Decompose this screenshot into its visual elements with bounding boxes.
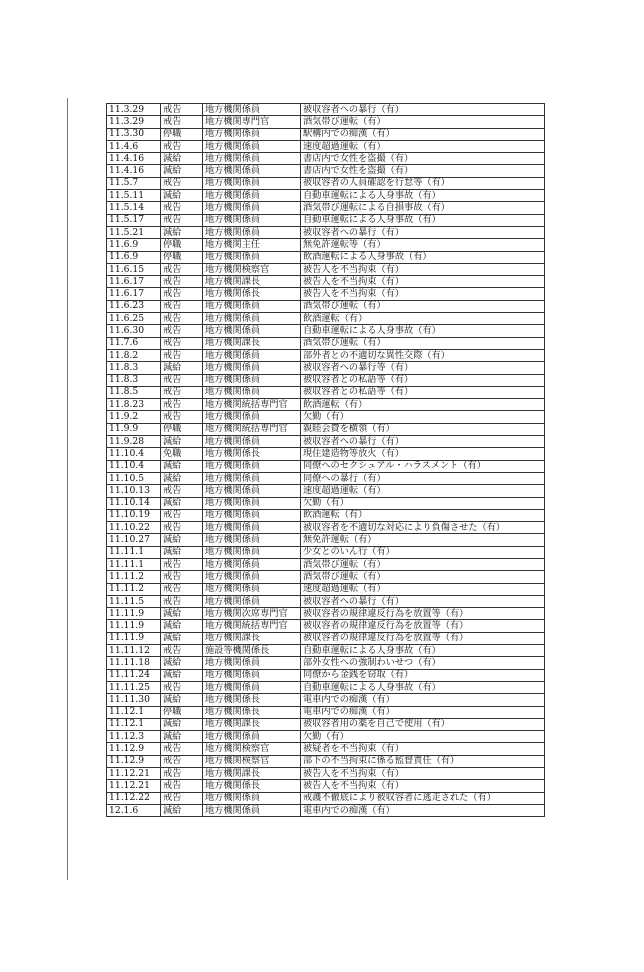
description-cell: 被収容者の規律違反行為を放置等（有） <box>301 620 545 632</box>
position-cell: 地方機関係員 <box>203 190 301 202</box>
description-cell: 被告人を不当拘束（有） <box>301 263 545 275</box>
penalty-cell: 戒告 <box>161 522 203 534</box>
description-cell: 速度超過運転（有） <box>301 583 545 595</box>
penalty-cell: 減給 <box>161 472 203 484</box>
penalty-cell: 免職 <box>161 448 203 460</box>
penalty-cell: 停職 <box>161 423 203 435</box>
description-cell: 部下の不当拘束に係る監督責任（有） <box>301 755 545 767</box>
position-cell: 地方機関係員 <box>203 214 301 226</box>
position-cell: 地方機関係員 <box>203 374 301 386</box>
table-row <box>107 472 545 484</box>
position-cell: 地方機関係員 <box>203 558 301 570</box>
table-row <box>107 718 545 730</box>
position-cell: 地方機関係員 <box>203 140 301 152</box>
description-cell: 被収容者への暴行（有） <box>301 104 545 116</box>
date-cell: 11.6.17 <box>107 288 161 300</box>
description-cell: 自動車運転による人身事故（有） <box>301 681 545 693</box>
position-cell: 地方機関係員 <box>203 165 301 177</box>
penalty-cell: 減給 <box>161 804 203 816</box>
description-cell: 被告人を不当拘束（有） <box>301 780 545 792</box>
date-cell: 11.10.27 <box>107 534 161 546</box>
position-cell: 地方機関係員 <box>203 226 301 238</box>
table-row <box>107 522 545 534</box>
description-cell: 酒気帯び運転（有） <box>301 571 545 583</box>
description-cell: 被収容者の人員確認を行怠等（有） <box>301 177 545 189</box>
date-cell: 11.5.7 <box>107 177 161 189</box>
date-cell: 11.12.1 <box>107 718 161 730</box>
position-cell: 地方機関係員 <box>203 497 301 509</box>
position-cell: 地方機関係員 <box>203 202 301 214</box>
date-cell: 11.6.9 <box>107 251 161 263</box>
table-row <box>107 226 545 238</box>
table-row <box>107 448 545 460</box>
position-cell: 地方機関係員 <box>203 571 301 583</box>
date-cell: 11.12.1 <box>107 706 161 718</box>
table-row <box>107 780 545 792</box>
position-cell: 地方機関係員 <box>203 792 301 804</box>
description-cell: 欠勤（有） <box>301 411 545 423</box>
position-cell: 地方機関係員 <box>203 485 301 497</box>
date-cell: 11.9.9 <box>107 423 161 435</box>
penalty-cell: 減給 <box>161 669 203 681</box>
table-row <box>107 595 545 607</box>
description-cell: 被収容者の規律違反行為を放置等（有） <box>301 608 545 620</box>
table-row <box>107 140 545 152</box>
table-row <box>107 386 545 398</box>
penalty-cell: 減給 <box>161 632 203 644</box>
date-cell: 11.5.11 <box>107 190 161 202</box>
penalty-cell: 戒告 <box>161 780 203 792</box>
table-row <box>107 768 545 780</box>
description-cell: 被収容者の規律違反行為を放置等（有） <box>301 632 545 644</box>
table-row <box>107 202 545 214</box>
penalty-cell: 戒告 <box>161 743 203 755</box>
table-row <box>107 792 545 804</box>
date-cell: 11.10.5 <box>107 472 161 484</box>
description-cell: 自動車運転による人身事故（有） <box>301 190 545 202</box>
penalty-cell: 戒告 <box>161 276 203 288</box>
position-cell: 地方機関係員 <box>203 509 301 521</box>
table-row <box>107 128 545 140</box>
table-row <box>107 251 545 263</box>
date-cell: 11.6.17 <box>107 276 161 288</box>
position-cell: 施設等機関係長 <box>203 645 301 657</box>
position-cell: 地方機関検察官 <box>203 263 301 275</box>
date-cell: 11.5.21 <box>107 226 161 238</box>
table-row <box>107 288 545 300</box>
position-cell: 地方機関主任 <box>203 239 301 251</box>
description-cell: 部外者との不適切な異性交際（有） <box>301 349 545 361</box>
penalty-cell: 戒告 <box>161 313 203 325</box>
date-cell: 11.11.9 <box>107 632 161 644</box>
penalty-cell: 戒告 <box>161 374 203 386</box>
table-row <box>107 153 545 165</box>
position-cell: 地方機関課長 <box>203 768 301 780</box>
date-cell: 11.11.2 <box>107 571 161 583</box>
description-cell: 被告人を不当拘束（有） <box>301 276 545 288</box>
penalty-cell: 戒告 <box>161 300 203 312</box>
penalty-cell: 戒告 <box>161 595 203 607</box>
date-cell: 11.3.29 <box>107 116 161 128</box>
table-row <box>107 190 545 202</box>
description-cell: 自動車運転による人身事故（有） <box>301 325 545 337</box>
table-row <box>107 460 545 472</box>
position-cell: 地方機関専門官 <box>203 116 301 128</box>
penalty-cell: 戒告 <box>161 349 203 361</box>
penalty-cell: 戒告 <box>161 792 203 804</box>
penalty-cell: 停職 <box>161 128 203 140</box>
date-cell: 11.6.25 <box>107 313 161 325</box>
position-cell: 地方機関係長 <box>203 694 301 706</box>
date-cell: 11.11.1 <box>107 546 161 558</box>
penalty-cell: 戒告 <box>161 755 203 767</box>
penalty-cell: 戒告 <box>161 140 203 152</box>
penalty-cell: 減給 <box>161 190 203 202</box>
description-cell: 電車内での痴漢（有） <box>301 706 545 718</box>
description-cell: 被告人を不当拘束（有） <box>301 288 545 300</box>
position-cell: 地方機関係員 <box>203 313 301 325</box>
date-cell: 11.5.17 <box>107 214 161 226</box>
table-row <box>107 313 545 325</box>
position-cell: 地方機関係員 <box>203 436 301 448</box>
position-cell: 地方機関課長 <box>203 632 301 644</box>
disciplinary-records-table <box>106 103 545 817</box>
date-cell: 11.3.30 <box>107 128 161 140</box>
description-cell: 被疑者を不当拘束（有） <box>301 743 545 755</box>
penalty-cell: 停職 <box>161 251 203 263</box>
description-cell: 被収容者を不適切な対応により負傷させた（有） <box>301 522 545 534</box>
date-cell: 11.10.14 <box>107 497 161 509</box>
position-cell: 地方機関検察官 <box>203 755 301 767</box>
table-row <box>107 681 545 693</box>
date-cell: 11.9.28 <box>107 436 161 448</box>
penalty-cell: 減給 <box>161 165 203 177</box>
table-row <box>107 104 545 116</box>
description-cell: 自動車運転による人身事故（有） <box>301 214 545 226</box>
records-table-body <box>107 104 545 817</box>
date-cell: 11.3.29 <box>107 104 161 116</box>
table-row <box>107 325 545 337</box>
table-row <box>107 657 545 669</box>
date-cell: 11.10.22 <box>107 522 161 534</box>
description-cell: 無免許運転（有） <box>301 534 545 546</box>
position-cell: 地方機関統括専門官 <box>203 620 301 632</box>
table-row <box>107 362 545 374</box>
table-row <box>107 411 545 423</box>
description-cell: 同僚へのセクシュアル・ハラスメント（有） <box>301 460 545 472</box>
description-cell: 書店内で女性を盗撮（有） <box>301 165 545 177</box>
position-cell: 地方機関係員 <box>203 349 301 361</box>
date-cell: 11.4.16 <box>107 165 161 177</box>
description-cell: 電車内での痴漢（有） <box>301 804 545 816</box>
table-row <box>107 645 545 657</box>
penalty-cell: 減給 <box>161 534 203 546</box>
description-cell: 駅構内での痴漢（有） <box>301 128 545 140</box>
description-cell: 欠勤（有） <box>301 497 545 509</box>
table-row <box>107 276 545 288</box>
date-cell: 11.10.4 <box>107 460 161 472</box>
position-cell: 地方機関係長 <box>203 780 301 792</box>
table-row <box>107 558 545 570</box>
penalty-cell: 減給 <box>161 718 203 730</box>
date-cell: 11.8.3 <box>107 362 161 374</box>
position-cell: 地方機関係員 <box>203 300 301 312</box>
penalty-cell: 戒告 <box>161 509 203 521</box>
table-row <box>107 436 545 448</box>
date-cell: 11.12.21 <box>107 768 161 780</box>
position-cell: 地方機関課長 <box>203 718 301 730</box>
description-cell: 速度超過運転（有） <box>301 140 545 152</box>
description-cell: 被収容者への暴行（有） <box>301 226 545 238</box>
table-row <box>107 755 545 767</box>
position-cell: 地方機関係員 <box>203 669 301 681</box>
position-cell: 地方機関係員 <box>203 681 301 693</box>
penalty-cell: 戒告 <box>161 263 203 275</box>
penalty-cell: 戒告 <box>161 116 203 128</box>
penalty-cell: 減給 <box>161 436 203 448</box>
description-cell: 被収容者との私語等（有） <box>301 386 545 398</box>
table-row <box>107 300 545 312</box>
description-cell: 自動車運転による人身事故（有） <box>301 645 545 657</box>
description-cell: 飲酒運転（有） <box>301 313 545 325</box>
penalty-cell: 戒告 <box>161 325 203 337</box>
description-cell: 同僚から金銭を窃取（有） <box>301 669 545 681</box>
table-row <box>107 583 545 595</box>
table-row <box>107 374 545 386</box>
position-cell: 地方機関係員 <box>203 177 301 189</box>
position-cell: 地方機関係員 <box>203 731 301 743</box>
description-cell: 無免許運転等（有） <box>301 239 545 251</box>
date-cell: 11.9.2 <box>107 411 161 423</box>
margin-rule-line <box>67 98 68 880</box>
table-row <box>107 263 545 275</box>
penalty-cell: 減給 <box>161 731 203 743</box>
penalty-cell: 戒告 <box>161 583 203 595</box>
penalty-cell: 戒告 <box>161 288 203 300</box>
date-cell: 11.11.2 <box>107 583 161 595</box>
position-cell: 地方機関係員 <box>203 546 301 558</box>
date-cell: 11.11.12 <box>107 645 161 657</box>
penalty-cell: 停職 <box>161 239 203 251</box>
date-cell: 11.12.3 <box>107 731 161 743</box>
date-cell: 11.12.22 <box>107 792 161 804</box>
description-cell: 戒護不徹底により被収容者に逃走された（有） <box>301 792 545 804</box>
penalty-cell: 戒告 <box>161 411 203 423</box>
date-cell: 11.6.23 <box>107 300 161 312</box>
date-cell: 11.4.6 <box>107 140 161 152</box>
penalty-cell: 減給 <box>161 620 203 632</box>
position-cell: 地方機関検察官 <box>203 743 301 755</box>
position-cell: 地方機関係員 <box>203 128 301 140</box>
date-cell: 11.7.6 <box>107 337 161 349</box>
date-cell: 11.10.13 <box>107 485 161 497</box>
table-row <box>107 497 545 509</box>
table-row <box>107 571 545 583</box>
table-row <box>107 706 545 718</box>
penalty-cell: 戒告 <box>161 485 203 497</box>
date-cell: 11.11.30 <box>107 694 161 706</box>
date-cell: 11.12.9 <box>107 743 161 755</box>
penalty-cell: 減給 <box>161 657 203 669</box>
position-cell: 地方機関課長 <box>203 276 301 288</box>
date-cell: 11.6.30 <box>107 325 161 337</box>
table-row <box>107 239 545 251</box>
penalty-cell: 戒告 <box>161 645 203 657</box>
penalty-cell: 戒告 <box>161 386 203 398</box>
date-cell: 11.11.24 <box>107 669 161 681</box>
position-cell: 地方機関係員 <box>203 534 301 546</box>
penalty-cell: 減給 <box>161 497 203 509</box>
description-cell: 酒気帯び運転による自損事故（有） <box>301 202 545 214</box>
description-cell: 電車内での痴漢（有） <box>301 694 545 706</box>
date-cell: 11.6.9 <box>107 239 161 251</box>
date-cell: 11.11.1 <box>107 558 161 570</box>
penalty-cell: 戒告 <box>161 399 203 411</box>
penalty-cell: 戒告 <box>161 202 203 214</box>
description-cell: 被収容者への暴行（有） <box>301 595 545 607</box>
description-cell: 酒気帯び運転（有） <box>301 337 545 349</box>
table-row <box>107 349 545 361</box>
date-cell: 11.10.19 <box>107 509 161 521</box>
position-cell: 地方機関次席専門官 <box>203 608 301 620</box>
position-cell: 地方機関係員 <box>203 804 301 816</box>
penalty-cell: 減給 <box>161 362 203 374</box>
description-cell: 被収容者用の薬を自己で使用（有） <box>301 718 545 730</box>
description-cell: 飲酒運転（有） <box>301 509 545 521</box>
position-cell: 地方機関課長 <box>203 337 301 349</box>
penalty-cell: 戒告 <box>161 104 203 116</box>
position-cell: 地方機関統括専門官 <box>203 423 301 435</box>
penalty-cell: 戒告 <box>161 177 203 189</box>
date-cell: 11.10.4 <box>107 448 161 460</box>
position-cell: 地方機関係員 <box>203 325 301 337</box>
position-cell: 地方機関係員 <box>203 411 301 423</box>
date-cell: 11.11.25 <box>107 681 161 693</box>
penalty-cell: 停職 <box>161 706 203 718</box>
date-cell: 11.11.9 <box>107 620 161 632</box>
table-row <box>107 214 545 226</box>
position-cell: 地方機関係員 <box>203 595 301 607</box>
description-cell: 欠勤（有） <box>301 731 545 743</box>
penalty-cell: 戒告 <box>161 337 203 349</box>
table-row <box>107 608 545 620</box>
penalty-cell: 減給 <box>161 546 203 558</box>
description-cell: 被収容者との私語等（有） <box>301 374 545 386</box>
date-cell: 11.5.14 <box>107 202 161 214</box>
position-cell: 地方機関係員 <box>203 522 301 534</box>
position-cell: 地方機関係員 <box>203 104 301 116</box>
table-row <box>107 731 545 743</box>
position-cell: 地方機関統括専門官 <box>203 399 301 411</box>
description-cell: 部外女性への強制わいせつ（有） <box>301 657 545 669</box>
table-row <box>107 509 545 521</box>
position-cell: 地方機関係員 <box>203 583 301 595</box>
table-row <box>107 337 545 349</box>
table-row <box>107 534 545 546</box>
penalty-cell: 戒告 <box>161 558 203 570</box>
date-cell: 11.8.5 <box>107 386 161 398</box>
penalty-cell: 減給 <box>161 694 203 706</box>
penalty-cell: 減給 <box>161 153 203 165</box>
table-row <box>107 632 545 644</box>
table-row <box>107 804 545 816</box>
position-cell: 地方機関係員 <box>203 153 301 165</box>
description-cell: 少女とのいん行（有） <box>301 546 545 558</box>
date-cell: 11.4.16 <box>107 153 161 165</box>
description-cell: 速度超過運転（有） <box>301 485 545 497</box>
penalty-cell: 戒告 <box>161 768 203 780</box>
description-cell: 酒気帯び運転（有） <box>301 300 545 312</box>
description-cell: 現住建造物等放火（有） <box>301 448 545 460</box>
description-cell: 同僚への暴行（有） <box>301 472 545 484</box>
table-row <box>107 743 545 755</box>
table-row <box>107 694 545 706</box>
penalty-cell: 減給 <box>161 608 203 620</box>
description-cell: 被収容者への暴行（有） <box>301 436 545 448</box>
date-cell: 11.8.3 <box>107 374 161 386</box>
description-cell: 酒気帯び運転（有） <box>301 558 545 570</box>
table-row <box>107 620 545 632</box>
position-cell: 地方機関係員 <box>203 251 301 263</box>
date-cell: 11.8.23 <box>107 399 161 411</box>
description-cell: 飲酒運転（有） <box>301 399 545 411</box>
table-row <box>107 423 545 435</box>
penalty-cell: 減給 <box>161 460 203 472</box>
table-row <box>107 485 545 497</box>
position-cell: 地方機関係員 <box>203 460 301 472</box>
position-cell: 地方機関係員 <box>203 386 301 398</box>
table-row <box>107 546 545 558</box>
date-cell: 11.8.2 <box>107 349 161 361</box>
penalty-cell: 戒告 <box>161 681 203 693</box>
description-cell: 親睦会費を横領（有） <box>301 423 545 435</box>
description-cell: 書店内で女性を盗撮（有） <box>301 153 545 165</box>
penalty-cell: 減給 <box>161 226 203 238</box>
position-cell: 地方機関係員 <box>203 657 301 669</box>
date-cell: 12.1.6 <box>107 804 161 816</box>
description-cell: 被収容者への暴行等（有） <box>301 362 545 374</box>
position-cell: 地方機関係長 <box>203 288 301 300</box>
date-cell: 11.11.5 <box>107 595 161 607</box>
table-row <box>107 116 545 128</box>
position-cell: 地方機関係長 <box>203 706 301 718</box>
table-row <box>107 165 545 177</box>
penalty-cell: 戒告 <box>161 214 203 226</box>
position-cell: 地方機関係員 <box>203 362 301 374</box>
date-cell: 11.12.9 <box>107 755 161 767</box>
table-row <box>107 177 545 189</box>
table-row <box>107 669 545 681</box>
description-cell: 酒気帯び運転（有） <box>301 116 545 128</box>
description-cell: 被告人を不当拘束（有） <box>301 768 545 780</box>
penalty-cell: 戒告 <box>161 571 203 583</box>
position-cell: 地方機関係員 <box>203 472 301 484</box>
date-cell: 11.11.18 <box>107 657 161 669</box>
date-cell: 11.11.9 <box>107 608 161 620</box>
position-cell: 地方機関係長 <box>203 448 301 460</box>
date-cell: 11.6.15 <box>107 263 161 275</box>
description-cell: 飲酒運転による人身事故（有） <box>301 251 545 263</box>
date-cell: 11.12.21 <box>107 780 161 792</box>
table-row <box>107 399 545 411</box>
